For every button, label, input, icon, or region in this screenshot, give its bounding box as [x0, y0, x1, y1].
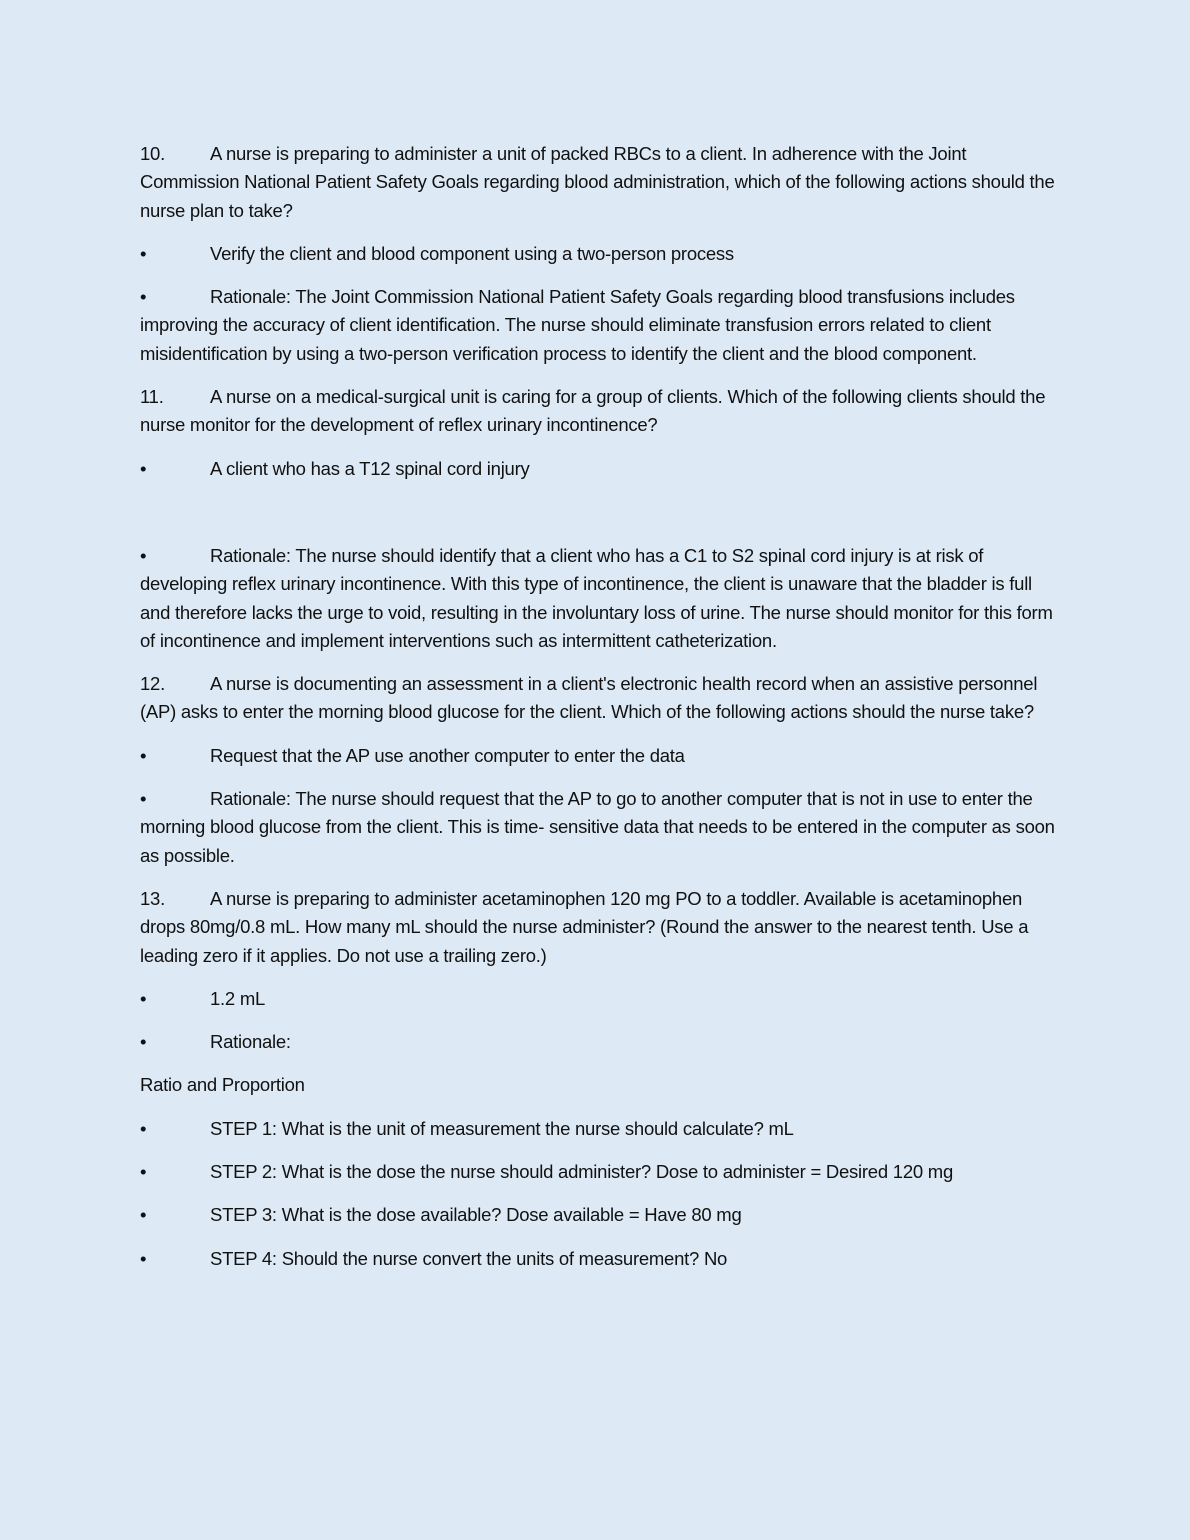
bullet-icon: •: [140, 242, 147, 264]
answer-item: [140, 985, 1055, 1013]
question-text: A nurse is preparing to administer a unit of packed RBCs to a client. In adherence with the Joint Commission National Patient Safety Goals regarding blood administration, which of the following actions should the nurse plan to take?: [140, 143, 1055, 221]
question-text: A nurse is preparing to administer acetaminophen 120 mg PO to a toddler. Available is acetaminophen drops 80mg/0.8 mL. How many mL should the nurse administer? (Round the answer to the nearest tenth. Use a leading zero if it applies. Do not use a trailing zero.): [140, 887, 1029, 966]
bullet-icon: •: [140, 744, 147, 766]
question-11: [140, 383, 1055, 440]
step-text: STEP 2: What is the dose the nurse should administer? Dose to administer = Desired 120 mg: [210, 1161, 953, 1183]
bullet-icon: •: [140, 987, 147, 1009]
bullet-icon: •: [140, 1204, 147, 1226]
answer-item: [140, 455, 1055, 483]
bullet-icon: •: [140, 788, 147, 810]
rationale-item: [140, 283, 1055, 368]
bullet-icon: •: [140, 286, 147, 308]
rationale-text: Rationale: The Joint Commission National Patient Safety Goals regarding blood transfusions includes improving the accuracy of client identification. The nurse should eliminate transfusion errors related to client misidentification by using a two-person verification process to identify the client and the blood component.: [140, 286, 1015, 364]
answer-text: A client who has a T12 spinal cord injury: [210, 457, 530, 479]
question-number: 13.: [140, 887, 165, 909]
bullet-icon: •: [140, 544, 147, 566]
question-13: [140, 885, 1055, 970]
document-page: [140, 140, 1055, 1288]
rationale-text: Rationale: The nurse should identify that a client who has a C1 to S2 spinal cord injury is at risk of developing reflex urinary incontinence. With this type of incontinence, the client is unaware that the bladder is full and therefore lacks the urge to void, resulting in the involuntary loss of urine. The nurse should monitor for this form of incontinence and implement interventions such as intermittent catheterization.: [140, 544, 1053, 651]
step-item: [140, 1245, 1055, 1273]
question-number: 10.: [140, 143, 165, 164]
step-text: STEP 1: What is the unit of measurement the nurse should calculate? mL: [210, 1117, 794, 1139]
bullet-icon: •: [140, 457, 147, 479]
question-text: A nurse on a medical-surgical unit is caring for a group of clients. Which of the following clients should the nurse monitor for the development of reflex urinary incontinence?: [140, 386, 1046, 436]
step-item: [140, 1201, 1055, 1229]
step-text: STEP 3: What is the dose available? Dose available = Have 80 mg: [210, 1204, 742, 1226]
rationale-item: [140, 1028, 1055, 1056]
answer-text: Request that the AP use another computer to enter the data: [210, 744, 685, 766]
answer-item: [140, 240, 1055, 268]
rationale-text: Rationale:: [210, 1031, 291, 1053]
question-10: [140, 140, 1055, 225]
blank-spacer: [140, 498, 1055, 542]
bullet-icon: •: [140, 1247, 147, 1269]
bullet-icon: •: [140, 1031, 147, 1053]
step-item: [140, 1115, 1055, 1143]
rationale-item: [140, 542, 1055, 655]
bullet-icon: •: [140, 1117, 147, 1139]
rationale-item: [140, 785, 1055, 870]
bullet-icon: •: [140, 1161, 147, 1183]
question-number: 12.: [140, 673, 165, 695]
answer-text: 1.2 mL: [210, 987, 266, 1009]
step-text: STEP 4: Should the nurse convert the units of measurement? No: [210, 1247, 728, 1269]
step-item: [140, 1158, 1055, 1186]
answer-text: Verify the client and blood component using a two-person process: [210, 242, 734, 264]
rationale-text: Rationale: The nurse should request that the AP to go to another computer that is not in use to enter the morning blood glucose from the client. This is time- sensitive data that needs to be entered in the computer as soon as possible.: [140, 788, 1055, 866]
section-label: Ratio and Proportion: [140, 1074, 305, 1096]
question-number: 11.: [140, 386, 164, 408]
answer-item: [140, 742, 1055, 770]
question-text: A nurse is documenting an assessment in a client's electronic health record when an assistive personnel (AP) asks to enter the morning blood glucose for the client. Which of the following actions should the nurse take?: [140, 673, 1038, 723]
question-12: [140, 670, 1055, 727]
